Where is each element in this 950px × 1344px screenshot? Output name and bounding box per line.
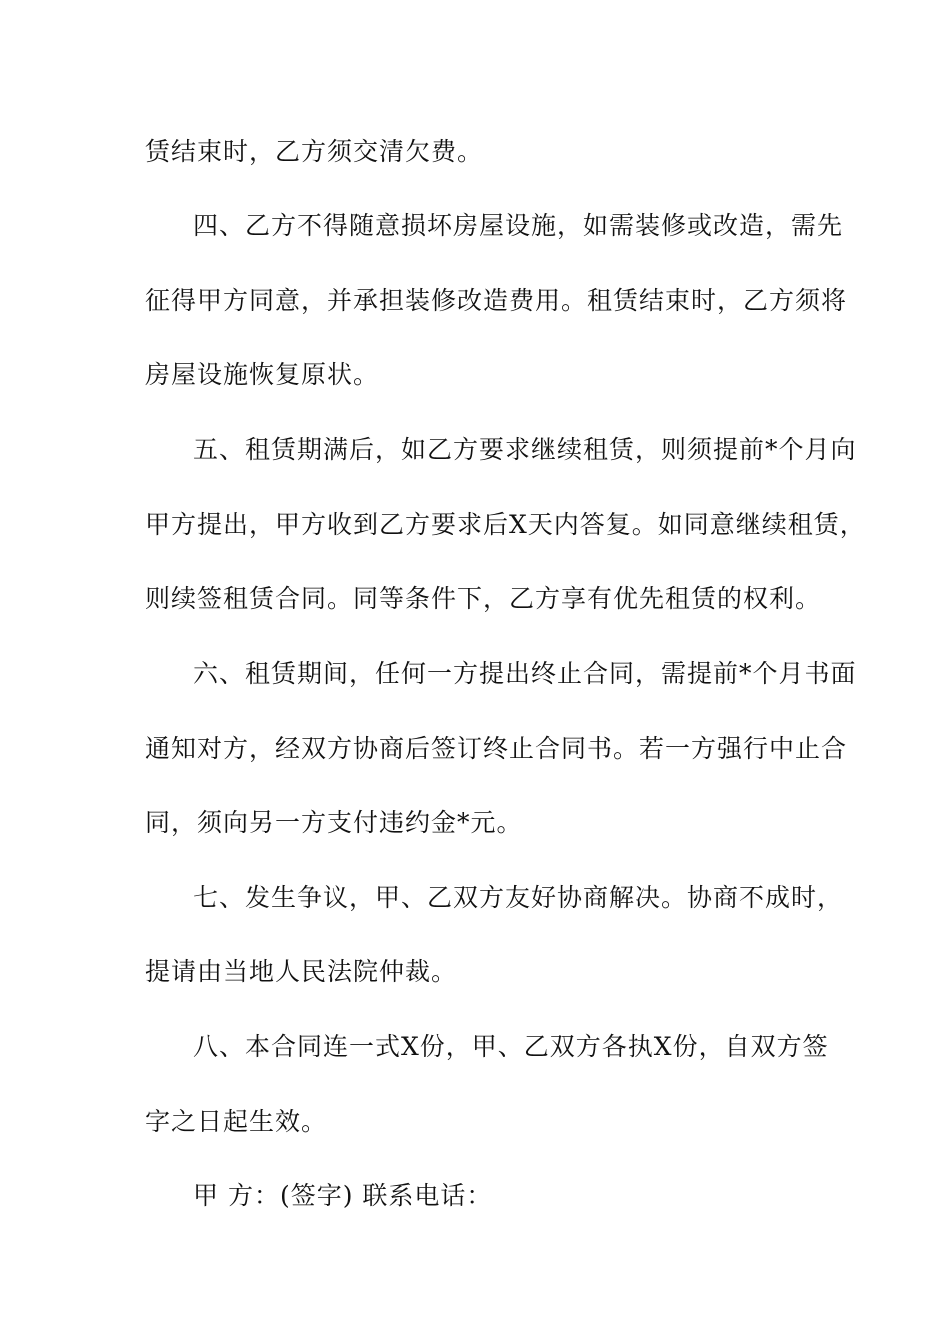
clause-8-start: 八、本合同连一式X份，甲、乙双方各执X份，自双方签 — [193, 1032, 829, 1061]
text-line: 提请由当地人民法院仲裁。 — [145, 957, 458, 986]
text-line: 则续签租赁合同。同等条件下，乙方享有优先租赁的权利。 — [145, 584, 822, 613]
text-line: 通知对方，经双方协商后签订终止合同书。若一方强行中止合 — [145, 734, 848, 763]
text-line: 征得甲方同意，并承担装修改造费用。租赁结束时，乙方须将 — [145, 286, 848, 315]
text-line: 同，须向另一方支付违约金*元。 — [145, 808, 523, 837]
text-line: 字之日起生效。 — [145, 1107, 328, 1136]
text-line: 甲方提出，甲方收到乙方要求后X天内答复。如同意继续租赁， — [145, 510, 866, 539]
clause-6-start: 六、租赁期间，任何一方提出终止合同，需提前*个月书面 — [193, 659, 857, 688]
party-a-signature-line: 甲 方：(签字) 联系电话： — [193, 1181, 493, 1210]
text-line: 赁结束时，乙方须交清欠费。 — [145, 137, 484, 166]
clause-7-start: 七、发生争议，甲、乙双方友好协商解决。协商不成时， — [193, 883, 844, 912]
clause-5-start: 五、租赁期满后，如乙方要求继续租赁，则须提前*个月向 — [193, 435, 857, 464]
text-line: 房屋设施恢复原状。 — [145, 360, 380, 389]
clause-4-start: 四、乙方不得随意损坏房屋设施，如需装修或改造，需先 — [193, 211, 844, 240]
